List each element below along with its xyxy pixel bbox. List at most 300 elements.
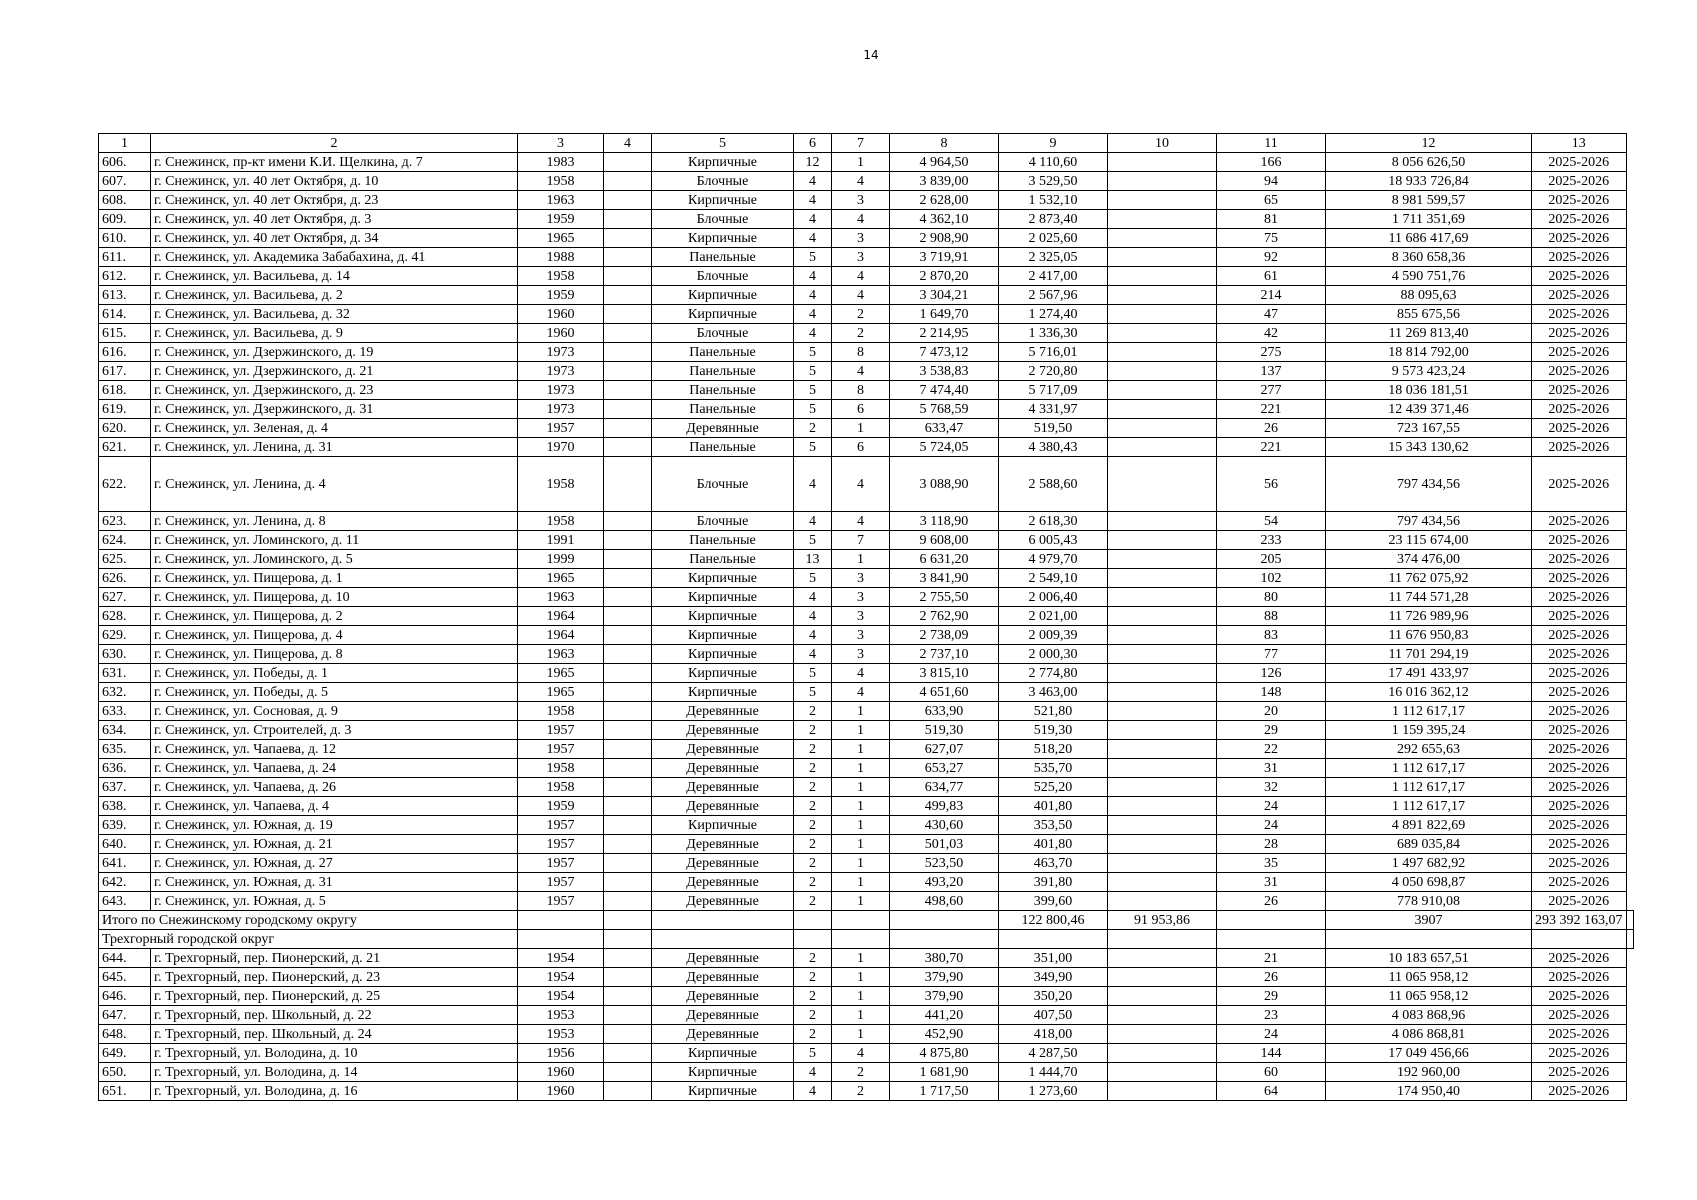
table-cell-col-12: 16 016 362,12 xyxy=(1326,683,1532,702)
table-cell-col-3: 1964 xyxy=(518,626,604,645)
table-cell-col-12: 3907 xyxy=(1326,911,1532,930)
table-cell-col-9: 519,30 xyxy=(999,721,1108,740)
table-cell-col-3: 1957 xyxy=(518,816,604,835)
table-row xyxy=(99,1082,1634,1101)
table-cell-col-3: 1963 xyxy=(518,588,604,607)
table-cell-col-9: 351,00 xyxy=(999,949,1108,968)
table-cell-col-1: 631. xyxy=(99,664,151,683)
table-cell-col-8: 2 737,10 xyxy=(890,645,999,664)
table-cell-col-10 xyxy=(1108,683,1217,702)
table-cell-col-12: 797 434,56 xyxy=(1326,512,1532,531)
column-header-4: 4 xyxy=(604,134,652,153)
table-cell-col-11: 144 xyxy=(1217,1044,1326,1063)
table-cell-col-11: 26 xyxy=(1217,419,1326,438)
table-cell-col-11: 214 xyxy=(1217,286,1326,305)
table-cell-col-13 xyxy=(1532,930,1627,949)
table-cell-col-6: 2 xyxy=(794,797,832,816)
table-cell-col-5: Деревянные xyxy=(652,1006,794,1025)
table-cell-col-1: 639. xyxy=(99,816,151,835)
table-cell-col-1: 635. xyxy=(99,740,151,759)
table-cell-col-1: 650. xyxy=(99,1063,151,1082)
table-cell-col-11: 23 xyxy=(1217,1006,1326,1025)
table-row xyxy=(99,400,1634,419)
table-row xyxy=(99,267,1634,286)
table-cell-col-13: 2025-2026 xyxy=(1532,286,1627,305)
table-cell-col-8: 653,27 xyxy=(890,759,999,778)
table-cell-col-12: 174 950,40 xyxy=(1326,1082,1532,1101)
table-cell-col-2: г. Снежинск, ул. Дзержинского, д. 21 xyxy=(151,362,518,381)
table-cell-col-4 xyxy=(604,740,652,759)
table-cell-col-12: 8 056 626,50 xyxy=(1326,153,1532,172)
table-cell-col-1: 637. xyxy=(99,778,151,797)
table-cell-col-10 xyxy=(1108,324,1217,343)
table-cell-col-12: 11 065 958,12 xyxy=(1326,987,1532,1006)
table-cell-col-11: 148 xyxy=(1217,683,1326,702)
table-cell-col-8: 493,20 xyxy=(890,873,999,892)
table-cell-col-5: Панельные xyxy=(652,362,794,381)
table-cell-col-13: 2025-2026 xyxy=(1532,550,1627,569)
table-cell-col-10 xyxy=(1108,1063,1217,1082)
table-cell-col-6: 5 xyxy=(794,248,832,267)
table-cell-col-8: 3 839,00 xyxy=(890,172,999,191)
table-cell-col-5: Деревянные xyxy=(652,721,794,740)
column-header-11: 11 xyxy=(1217,134,1326,153)
table-cell-col-6: 2 xyxy=(794,835,832,854)
table-cell-col-10 xyxy=(1108,987,1217,1006)
table-cell-col-13: 2025-2026 xyxy=(1532,419,1627,438)
table-cell-col-9: 2 720,80 xyxy=(999,362,1108,381)
table-cell-col-12: 1 159 395,24 xyxy=(1326,721,1532,740)
table-cell-col-5: Кирпичные xyxy=(652,191,794,210)
table-cell-col-8: 3 118,90 xyxy=(890,512,999,531)
table-cell-col-3: 1957 xyxy=(518,835,604,854)
table-cell-col-9: 4 979,70 xyxy=(999,550,1108,569)
table-cell-col-8: 3 304,21 xyxy=(890,286,999,305)
table-cell-col-11: 26 xyxy=(1217,892,1326,911)
table-cell-col-6: 2 xyxy=(794,702,832,721)
table-cell-col-5: Деревянные xyxy=(652,759,794,778)
table-cell-col-9: 2 025,60 xyxy=(999,229,1108,248)
table-cell-col-13: 2025-2026 xyxy=(1532,702,1627,721)
table-row xyxy=(99,854,1634,873)
table-cell-col-12: 11 726 989,96 xyxy=(1326,607,1532,626)
table-cell-col-12: 723 167,55 xyxy=(1326,419,1532,438)
table-cell-col-3: 1991 xyxy=(518,531,604,550)
table-cell-col-3: 1959 xyxy=(518,286,604,305)
table-cell-col-9: 518,20 xyxy=(999,740,1108,759)
table-cell-col-1: 610. xyxy=(99,229,151,248)
table-cell-col-6: 4 xyxy=(794,229,832,248)
table-cell-col-13: 2025-2026 xyxy=(1532,531,1627,550)
table-cell-col-5: Деревянные xyxy=(652,419,794,438)
column-header-9: 9 xyxy=(999,134,1108,153)
table-cell-col-11: 31 xyxy=(1217,873,1326,892)
table-cell-col-6: 5 xyxy=(794,664,832,683)
table-cell-col-1: 609. xyxy=(99,210,151,229)
table-cell-col-10: 91 953,86 xyxy=(1108,911,1217,930)
table-cell-col-12: 18 814 792,00 xyxy=(1326,343,1532,362)
table-body xyxy=(99,153,1634,1101)
table-cell-col-10 xyxy=(1108,172,1217,191)
table-cell-col-9: 2 325,05 xyxy=(999,248,1108,267)
table-cell-col-1: 626. xyxy=(99,569,151,588)
table-cell-col-7: 6 xyxy=(832,400,890,419)
table-cell-col-1: 633. xyxy=(99,702,151,721)
table-cell-col-13: 293 392 163,07 xyxy=(1532,911,1627,930)
table-cell-col-1: 625. xyxy=(99,550,151,569)
table-cell-col-11: 47 xyxy=(1217,305,1326,324)
table-cell-col-2: г. Снежинск, ул. Ломинского, д. 5 xyxy=(151,550,518,569)
table-cell-col-4 xyxy=(604,324,652,343)
table-cell-col-4 xyxy=(604,683,652,702)
table-cell-col-1: 616. xyxy=(99,343,151,362)
table-row xyxy=(99,626,1634,645)
table-cell-col-1: 647. xyxy=(99,1006,151,1025)
table-cell-col-6: 2 xyxy=(794,721,832,740)
table-cell-col-10 xyxy=(1108,438,1217,457)
table-cell-col-3: 1960 xyxy=(518,1082,604,1101)
table-cell-col-4 xyxy=(604,172,652,191)
table-cell-col-5: Панельные xyxy=(652,381,794,400)
table-cell-col-13: 2025-2026 xyxy=(1532,816,1627,835)
table-cell-col-5: Блочные xyxy=(652,267,794,286)
table-cell-col-2: г. Снежинск, ул. Чапаева, д. 24 xyxy=(151,759,518,778)
table-cell-col-13: 2025-2026 xyxy=(1532,778,1627,797)
table-cell-col-11: 126 xyxy=(1217,664,1326,683)
table-cell-col-13: 2025-2026 xyxy=(1532,512,1627,531)
table-row xyxy=(99,229,1634,248)
table-cell-col-2: г. Снежинск, ул. Победы, д. 1 xyxy=(151,664,518,683)
table-cell-col-5: Кирпичные xyxy=(652,1044,794,1063)
table-cell-col-7: 1 xyxy=(832,949,890,968)
table-cell-col-2: г. Снежинск, ул. Дзержинского, д. 31 xyxy=(151,400,518,419)
table-cell-col-11: 166 xyxy=(1217,153,1326,172)
table-cell-col-12: 797 434,56 xyxy=(1326,457,1532,512)
table-cell-col-6: 5 xyxy=(794,438,832,457)
table-cell-col-12: 15 343 130,62 xyxy=(1326,438,1532,457)
column-header-10: 10 xyxy=(1108,134,1217,153)
table-cell-col-9: 3 463,00 xyxy=(999,683,1108,702)
table-cell-col-5: Деревянные xyxy=(652,949,794,968)
table-cell-col-10 xyxy=(1108,816,1217,835)
table-cell-col-8: 627,07 xyxy=(890,740,999,759)
table-cell-col-5: Кирпичные xyxy=(652,626,794,645)
table-cell-col-11: 80 xyxy=(1217,588,1326,607)
table-cell-col-11: 20 xyxy=(1217,702,1326,721)
table-cell-col-11: 26 xyxy=(1217,968,1326,987)
table-cell-col-1: 649. xyxy=(99,1044,151,1063)
table-row xyxy=(99,381,1634,400)
table-cell-col-2: г. Снежинск, ул. Зеленая, д. 4 xyxy=(151,419,518,438)
table-cell-col-5 xyxy=(652,911,794,930)
table-cell-col-10 xyxy=(1108,759,1217,778)
table-cell-col-12: 4 050 698,87 xyxy=(1326,873,1532,892)
table-cell-col-8: 441,20 xyxy=(890,1006,999,1025)
table-cell-col-11: 24 xyxy=(1217,797,1326,816)
table-cell-col-2: г. Снежинск, ул. Южная, д. 19 xyxy=(151,816,518,835)
table-cell-col-5: Деревянные xyxy=(652,740,794,759)
table-cell-col-11: 21 xyxy=(1217,949,1326,968)
table-cell-col-11: 31 xyxy=(1217,759,1326,778)
table-cell-col-11: 29 xyxy=(1217,987,1326,1006)
table-cell-col-6: 4 xyxy=(794,210,832,229)
table-cell-col-4 xyxy=(604,267,652,286)
table-cell-col-1: 646. xyxy=(99,987,151,1006)
table-cell-col-2: г. Снежинск, ул. Строителей, д. 3 xyxy=(151,721,518,740)
table-cell-col-13: 2025-2026 xyxy=(1532,645,1627,664)
table-row xyxy=(99,683,1634,702)
table-row xyxy=(99,816,1634,835)
table-cell-col-5: Панельные xyxy=(652,438,794,457)
table-cell-col-13: 2025-2026 xyxy=(1532,835,1627,854)
table-cell-col-7: 2 xyxy=(832,1063,890,1082)
table-cell-col-10 xyxy=(1108,362,1217,381)
table-cell-col-9: 2 588,60 xyxy=(999,457,1108,512)
table-cell-col-1: 614. xyxy=(99,305,151,324)
table-cell-col-7: 1 xyxy=(832,1006,890,1025)
table-cell-col-7: 1 xyxy=(832,702,890,721)
table-cell-col-9: 463,70 xyxy=(999,854,1108,873)
table-cell-col-4 xyxy=(604,457,652,512)
table-cell-col-2: г. Снежинск, ул. Дзержинского, д. 19 xyxy=(151,343,518,362)
table-cell-col-10 xyxy=(1108,930,1217,949)
table-row xyxy=(99,512,1634,531)
table-cell-col-9: 418,00 xyxy=(999,1025,1108,1044)
table-cell-col-5: Панельные xyxy=(652,400,794,419)
table-cell-col-3: 1973 xyxy=(518,343,604,362)
table-cell-col-7: 4 xyxy=(832,267,890,286)
table-cell-col-8: 1 681,90 xyxy=(890,1063,999,1082)
table-cell-col-2: г. Снежинск, ул. Ленина, д. 8 xyxy=(151,512,518,531)
table-cell-col-9: 519,50 xyxy=(999,419,1108,438)
table-cell-col-2: г. Снежинск, ул. 40 лет Октября, д. 23 xyxy=(151,191,518,210)
table-cell-col-9: 2 567,96 xyxy=(999,286,1108,305)
table-cell-col-11: 233 xyxy=(1217,531,1326,550)
table-cell-col-3: 1954 xyxy=(518,949,604,968)
table-cell-col-9: 5 717,09 xyxy=(999,381,1108,400)
table-cell-col-6: 4 xyxy=(794,172,832,191)
table-cell-col-11 xyxy=(1217,911,1326,930)
table-cell-col-3: 1953 xyxy=(518,1006,604,1025)
table-cell-col-1: 628. xyxy=(99,607,151,626)
table-cell-col-6: 4 xyxy=(794,324,832,343)
table-cell-col-7: 3 xyxy=(832,569,890,588)
table-cell-col-7: 8 xyxy=(832,381,890,400)
table-cell-col-12: 292 655,63 xyxy=(1326,740,1532,759)
table-cell-col-10 xyxy=(1108,949,1217,968)
table-cell-col-6: 4 xyxy=(794,305,832,324)
table-cell-col-2: г. Снежинск, ул. Академика Забабахина, д. 41 xyxy=(151,248,518,267)
table-cell-col-13: 2025-2026 xyxy=(1532,1063,1627,1082)
table-cell-col-7: 3 xyxy=(832,645,890,664)
table-cell-col-5: Деревянные xyxy=(652,854,794,873)
table-cell-col-8: 7 473,12 xyxy=(890,343,999,362)
table-cell-col-12: 12 439 371,46 xyxy=(1326,400,1532,419)
table-cell-col-1: 607. xyxy=(99,172,151,191)
table-cell-col-6: 2 xyxy=(794,759,832,778)
table-cell-col-8: 633,47 xyxy=(890,419,999,438)
table-row xyxy=(99,778,1634,797)
table-cell-col-6: 4 xyxy=(794,191,832,210)
table-cell-col-4 xyxy=(604,664,652,683)
table-cell-col-3: 1959 xyxy=(518,797,604,816)
table-cell-col-4 xyxy=(604,1025,652,1044)
table-cell-col-7: 1 xyxy=(832,873,890,892)
table-cell-col-5: Деревянные xyxy=(652,968,794,987)
table-cell-col-13: 2025-2026 xyxy=(1532,324,1627,343)
table-cell-col-8: 5 724,05 xyxy=(890,438,999,457)
table-cell-col-8: 3 815,10 xyxy=(890,664,999,683)
table-cell-col-10 xyxy=(1108,968,1217,987)
table-cell-col-9: 6 005,43 xyxy=(999,531,1108,550)
column-header-7: 7 xyxy=(832,134,890,153)
table-cell-col-3: 1957 xyxy=(518,419,604,438)
table-cell-col-11: 61 xyxy=(1217,267,1326,286)
table-cell-col-13: 2025-2026 xyxy=(1532,343,1627,362)
table-cell-col-7: 1 xyxy=(832,721,890,740)
table-cell-col-2: г. Трехгорный, пер. Школьный, д. 24 xyxy=(151,1025,518,1044)
table-cell-col-5: Блочные xyxy=(652,457,794,512)
table-cell-col-11: 88 xyxy=(1217,607,1326,626)
table-cell-col-3: 1983 xyxy=(518,153,604,172)
table-cell-col-13: 2025-2026 xyxy=(1532,1044,1627,1063)
table-cell-col-2: г. Снежинск, ул. Победы, д. 5 xyxy=(151,683,518,702)
table-cell-col-10 xyxy=(1108,797,1217,816)
table-cell-col-3: 1963 xyxy=(518,191,604,210)
table-row xyxy=(99,1063,1634,1082)
table-cell-col-6 xyxy=(794,911,832,930)
table-cell-col-7: 3 xyxy=(832,588,890,607)
table-cell-col-9: 1 532,10 xyxy=(999,191,1108,210)
table-cell-col-4 xyxy=(604,911,652,930)
table-cell-col-13: 2025-2026 xyxy=(1532,153,1627,172)
table-cell-col-1: 642. xyxy=(99,873,151,892)
table-cell-col-11: 275 xyxy=(1217,343,1326,362)
table-cell-col-13: 2025-2026 xyxy=(1532,683,1627,702)
table-cell-col-10 xyxy=(1108,153,1217,172)
table-cell-col-5: Кирпичные xyxy=(652,153,794,172)
table-cell-col-11: 22 xyxy=(1217,740,1326,759)
table-cell-col-7: 3 xyxy=(832,191,890,210)
table-cell-col-4 xyxy=(604,362,652,381)
table-cell-col-12: 11 676 950,83 xyxy=(1326,626,1532,645)
table-cell-col-4 xyxy=(604,930,652,949)
table-cell-col-3: 1965 xyxy=(518,683,604,702)
table-cell-col-8: 1 717,50 xyxy=(890,1082,999,1101)
table-cell-col-4 xyxy=(604,248,652,267)
table-cell-col-10 xyxy=(1108,778,1217,797)
table-cell-col-2: г. Снежинск, ул. Южная, д. 5 xyxy=(151,892,518,911)
table-cell-col-9: 2 774,80 xyxy=(999,664,1108,683)
table-cell-col-1: 643. xyxy=(99,892,151,911)
table-row xyxy=(99,305,1634,324)
table-cell-col-8: 519,30 xyxy=(890,721,999,740)
table-cell-col-11: 29 xyxy=(1217,721,1326,740)
table-cell-col-11: 277 xyxy=(1217,381,1326,400)
table-cell-col-3: 1960 xyxy=(518,324,604,343)
table-cell-col-12: 9 573 423,24 xyxy=(1326,362,1532,381)
table-cell-col-7: 7 xyxy=(832,531,890,550)
table-cell-col-11: 56 xyxy=(1217,457,1326,512)
table-cell-col-4 xyxy=(604,759,652,778)
table-cell-col-4 xyxy=(604,381,652,400)
table-cell-col-11: 24 xyxy=(1217,1025,1326,1044)
table-cell-col-8: 4 964,50 xyxy=(890,153,999,172)
table-cell-col-12: 8 360 658,36 xyxy=(1326,248,1532,267)
table-cell-col-9: 4 287,50 xyxy=(999,1044,1108,1063)
table-cell-col-9: 3 529,50 xyxy=(999,172,1108,191)
table-cell-col-5: Кирпичные xyxy=(652,816,794,835)
table-cell-col-4 xyxy=(604,645,652,664)
table-cell-col-10 xyxy=(1108,1006,1217,1025)
table-cell-col-5: Кирпичные xyxy=(652,286,794,305)
table-cell-col-8: 3 538,83 xyxy=(890,362,999,381)
table-cell-col-4 xyxy=(604,210,652,229)
table-cell-col-3: 1973 xyxy=(518,381,604,400)
table-cell-col-4 xyxy=(604,400,652,419)
table-cell-col-4 xyxy=(604,892,652,911)
table-cell-col-5: Панельные xyxy=(652,550,794,569)
table-cell-col-12: 17 491 433,97 xyxy=(1326,664,1532,683)
table-cell-col-12: 8 981 599,57 xyxy=(1326,191,1532,210)
table-row xyxy=(99,438,1634,457)
table-cell-col-8: 379,90 xyxy=(890,987,999,1006)
table-row xyxy=(99,1006,1634,1025)
table-cell-col-12: 11 269 813,40 xyxy=(1326,324,1532,343)
table-cell-col-10 xyxy=(1108,645,1217,664)
table-cell-col-5: Кирпичные xyxy=(652,305,794,324)
table-cell-col-6: 2 xyxy=(794,1006,832,1025)
table-cell-col-11: 77 xyxy=(1217,645,1326,664)
column-header-3: 3 xyxy=(518,134,604,153)
table-cell-col-4 xyxy=(604,1044,652,1063)
table-cell-col-1: 608. xyxy=(99,191,151,210)
table-cell-col-2: г. Снежинск, ул. Сосновая, д. 9 xyxy=(151,702,518,721)
table-cell-col-3: 1958 xyxy=(518,172,604,191)
table-cell-col-5 xyxy=(652,930,794,949)
table-cell-col-11: 221 xyxy=(1217,400,1326,419)
table-cell-col-6: 4 xyxy=(794,626,832,645)
total-label: Итого по Снежинскому городскому округу xyxy=(99,911,518,930)
table-cell-col-3: 1958 xyxy=(518,512,604,531)
table-cell-col-9: 2 417,00 xyxy=(999,267,1108,286)
table-cell-col-7: 1 xyxy=(832,153,890,172)
table-cell-col-13: 2025-2026 xyxy=(1532,400,1627,419)
table-cell-col-8: 2 762,90 xyxy=(890,607,999,626)
table-cell-col-4 xyxy=(604,835,652,854)
table-cell-col-12: 23 115 674,00 xyxy=(1326,531,1532,550)
table-row xyxy=(99,759,1634,778)
table-cell-col-3: 1958 xyxy=(518,457,604,512)
table-row xyxy=(99,645,1634,664)
table-cell-col-8: 633,90 xyxy=(890,702,999,721)
table-cell-col-1: 611. xyxy=(99,248,151,267)
table-cell-col-2: г. Снежинск, ул. Южная, д. 31 xyxy=(151,873,518,892)
column-header-6: 6 xyxy=(794,134,832,153)
table-cell-col-4 xyxy=(604,816,652,835)
table-cell-col-11: 137 xyxy=(1217,362,1326,381)
table-cell-col-10 xyxy=(1108,400,1217,419)
table-cell-col-2: г. Снежинск, ул. 40 лет Октября, д. 34 xyxy=(151,229,518,248)
table-cell-col-4 xyxy=(604,721,652,740)
table-cell-col-12: 778 910,08 xyxy=(1326,892,1532,911)
table-cell-col-13: 2025-2026 xyxy=(1532,721,1627,740)
table-cell-col-3: 1957 xyxy=(518,721,604,740)
table-row xyxy=(99,286,1634,305)
table-cell-col-3: 1957 xyxy=(518,873,604,892)
table-cell-col-2: г. Трехгорный, пер. Пионерский, д. 25 xyxy=(151,987,518,1006)
column-header-12: 12 xyxy=(1326,134,1532,153)
